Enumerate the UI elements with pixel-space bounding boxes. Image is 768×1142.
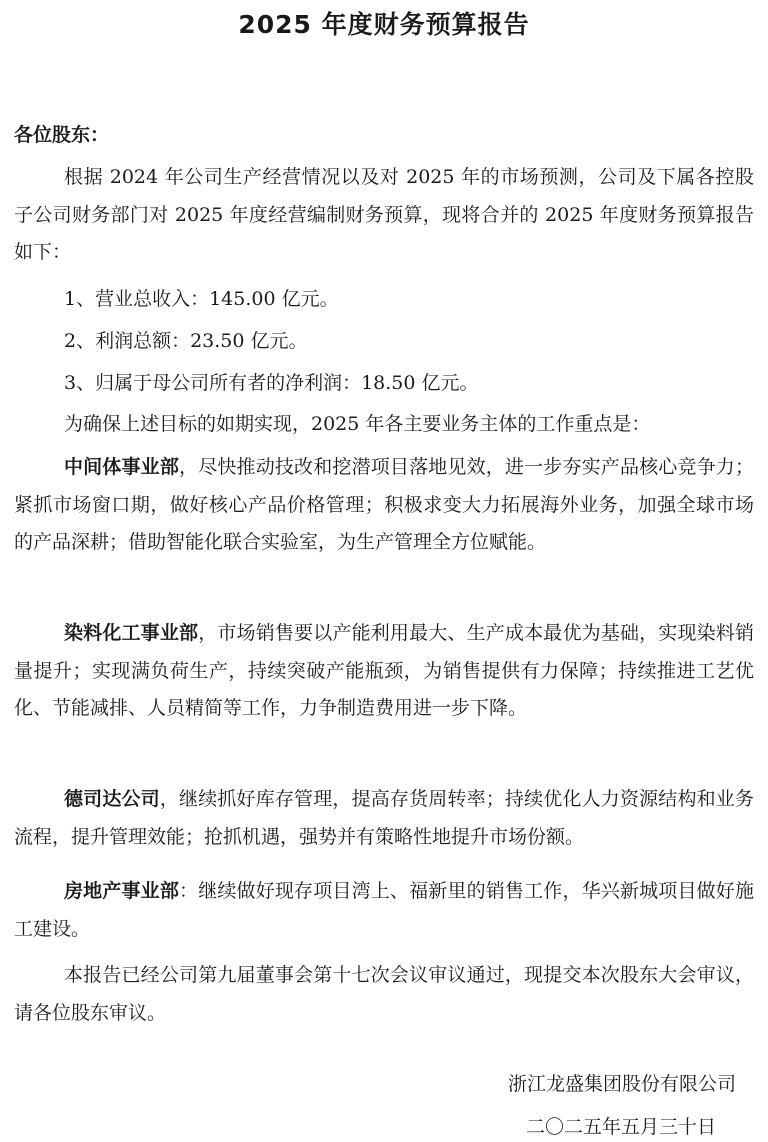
section-dystar: [14, 781, 754, 856]
signature-date: 二〇二五年五月三十日: [525, 1116, 716, 1138]
section-heading: 染料化工事业部: [64, 622, 199, 644]
intro-paragraph: 根据 2024 年公司生产经营情况以及对 2025 年的市场预测，公司及下属各控股子公司财务部门对 2025 年度经营编制财务预算，现将合并的 2025 年度财务预算报告如下：: [14, 166, 754, 263]
section-text: ：继续做好现存项目湾上、福新里的销售工作，华兴新城项目做好施工建设。: [14, 880, 754, 940]
signature-company: 浙江龙盛集团股份有限公司: [507, 1073, 736, 1095]
budget-item-revenue: 1、营业总收入：145.00 亿元。: [64, 288, 339, 310]
section-text: ，市场销售要以产能利用最大、生产成本最优为基础，实现染料销量提升；实现满负荷生产，持续突破产能瓶颈，为销售提供有力保障；持续推进工艺优化、节能减排、人员精简等工作，力争制造费用进一步下降。: [14, 622, 754, 719]
budget-item-net-profit: 3、归属于母公司所有者的净利润：18.50 亿元。: [64, 372, 479, 394]
document-title: 2025 年度财务预算报告: [238, 10, 530, 39]
work-focus-intro: 为确保上述目标的如期实现，2025 年各主要业务主体的工作重点是：: [64, 413, 651, 435]
section-text: ，尽快推动技改和挖潜项目落地见效，进一步夯实产品核心竞争力；紧抓市场窗口期，做好核心产品价格管理；积极求变大力拓展海外业务，加强全球市场的产品深耕；借助智能化联合实验室，为生产管理全方位赋能。: [14, 456, 754, 553]
section-text: ，继续抓好库存管理，提高存货周转率；持续优化人力资源结构和业务流程，提升管理效能；抢抓机遇，强势并有策略性地提升市场份额。: [14, 788, 754, 848]
section-heading: 德司达公司: [64, 788, 160, 810]
section-real-estate: [14, 873, 754, 948]
section-intermediates: [14, 449, 754, 562]
budget-item-profit: 2、利润总额：23.50 亿元。: [64, 330, 308, 352]
section-dyes-chemicals: [14, 615, 754, 728]
section-heading: 中间体事业部: [64, 456, 180, 478]
section-heading: 房地产事业部: [64, 880, 180, 902]
closing-paragraph: 本报告已经公司第九届董事会第十七次会议审议通过，现提交本次股东大会审议，请各位股东审议。: [14, 964, 754, 1024]
greeting: 各位股东：: [14, 124, 110, 146]
